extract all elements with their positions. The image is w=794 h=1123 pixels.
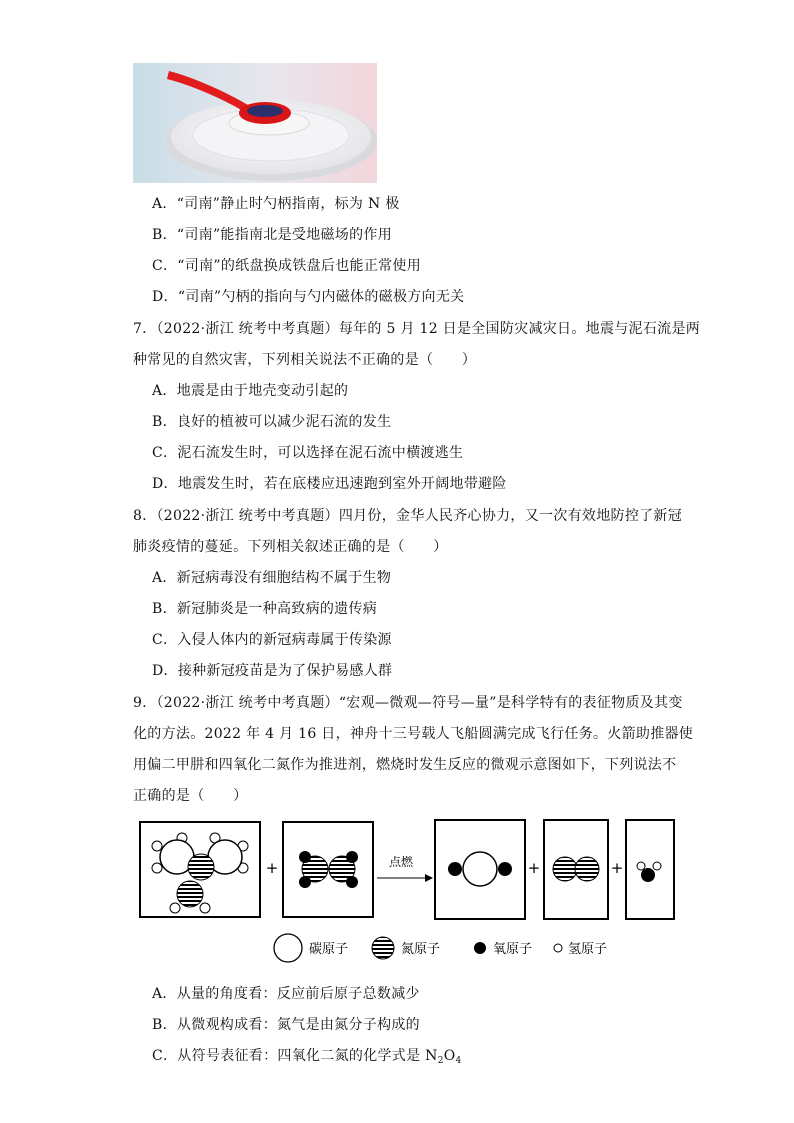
legend-hydrogen: 氢原子	[568, 942, 608, 957]
q7-option-d: D．地震发生时，若在底楼应迅速跑到室外开阔地带避险	[152, 476, 507, 492]
product-box-n2	[544, 820, 608, 919]
sinan-photo	[133, 63, 377, 183]
q9-stem-line3: 用偏二甲肼和四氧化二氮作为推进剂，燃烧时发生反应的微观示意图如下，下列说法不	[133, 757, 677, 773]
svg-text:+: +	[527, 859, 541, 877]
q7-stem-line2: 种常见的自然灾害，下列相关说法不正确的是（ ）	[133, 352, 477, 368]
q8-stem-line2: 肺炎疫情的蔓延。下列相关叙述正确的是（ ）	[133, 539, 448, 555]
q7-option-a: A．地震是由于地壳变动引起的	[152, 383, 349, 399]
svg-text:+: +	[265, 859, 279, 877]
q6-option-c: C．“司南”的纸盘换成铁盘后也能正常使用	[152, 258, 422, 274]
arrow-label: 点燃	[388, 855, 414, 869]
q7-stem-line1: 7．（2022·浙江 统考中考真题）每年的 5 月 12 日是全国防灾减灾日。地震与泥石流是两	[133, 321, 701, 337]
reaction-diagram	[135, 812, 680, 972]
q9-option-b: B．从微观构成看：氮气是由氮分子构成的	[152, 1017, 420, 1033]
product-box-co2	[435, 820, 525, 919]
q9-option-c-sub1: 2	[437, 1056, 444, 1066]
q9-stem-line1: 9．（2022·浙江 统考中考真题）“宏观—微观—符号—量”是科学特有的表征物质及其变	[133, 695, 683, 711]
q9-option-c-sub2: 4	[455, 1056, 462, 1066]
legend	[274, 934, 607, 962]
q9-option-a: A．从量的角度看：反应前后原子总数减少	[152, 986, 420, 1002]
q6-option-b: B．“司南”能指南北是受地磁场的作用	[152, 227, 393, 243]
reactant-box-1	[140, 822, 260, 917]
legend-oxygen: 氧原子	[493, 942, 533, 957]
q9-stem-line2: 化的方法。2022 年 4 月 16 日，神舟十三号载人飞船圆满完成飞行任务。火箭助推器使	[133, 726, 694, 742]
q9-option-c-text: C．从符号表征看：四氧化二氮的化学式是 N	[152, 1048, 438, 1064]
q8-stem-line1: 8．（2022·浙江 统考中考真题）四月份，金华人民齐心协力，又一次有效地防控了新冠	[133, 508, 683, 524]
q9-option-c	[152, 1045, 462, 1066]
q9-option-c-mid: O	[443, 1048, 456, 1064]
q9-stem-line4: 正确的是（ ）	[133, 788, 248, 804]
reactant-box-2	[283, 822, 373, 917]
q6-option-a: A．“司南”静止时勺柄指南，标为 N 极	[152, 196, 400, 212]
q7-option-c: C．泥石流发生时，可以选择在泥石流中横渡逃生	[152, 445, 464, 461]
svg-text:+: +	[610, 859, 624, 877]
product-box-h2o	[626, 820, 674, 919]
q8-option-c: C．入侵人体内的新冠病毒属于传染源	[152, 632, 392, 648]
q8-option-d: D．接种新冠疫苗是为了保护易感人群	[152, 663, 393, 679]
q6-option-d: D．“司南”勺柄的指向与勺内磁体的磁极方向无关	[152, 289, 465, 305]
q7-option-b: B．良好的植被可以减少泥石流的发生	[152, 414, 392, 430]
legend-carbon: 碳原子	[309, 942, 349, 957]
q8-option-a: A．新冠病毒没有细胞结构不属于生物	[152, 570, 392, 586]
legend-nitrogen: 氮原子	[401, 942, 441, 957]
q8-option-b: B．新冠肺炎是一种高致病的遗传病	[152, 601, 378, 617]
